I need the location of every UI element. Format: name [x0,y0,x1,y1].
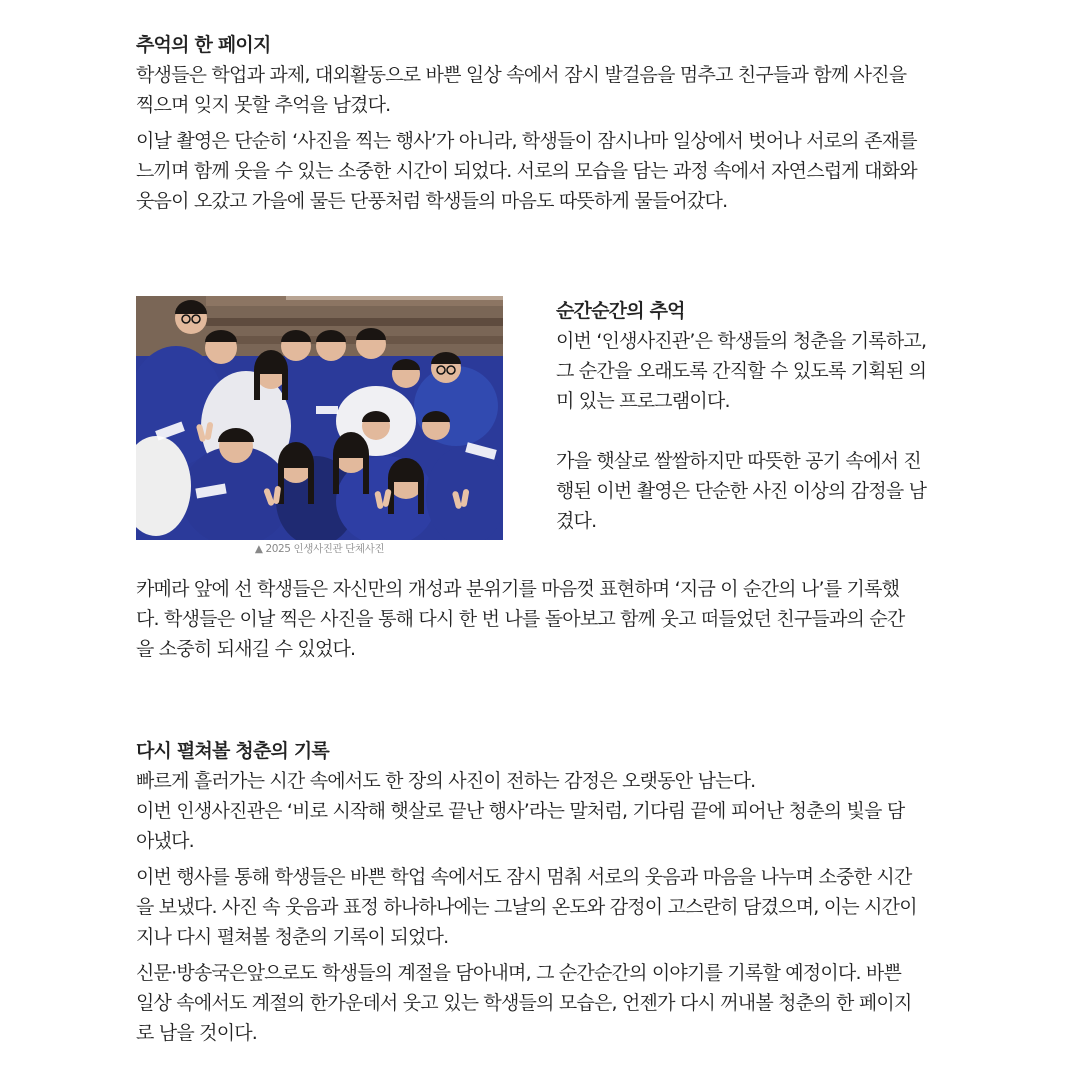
paragraph [136,766,944,856]
text-line: 아냈다. [136,830,194,852]
photo-caption: ▲ 2025 인생사진관 단체사진 [254,543,385,555]
text-line: 그 순간을 오래도록 간직할 수 있도록 기획된 의 [556,360,927,382]
section-memory-page [136,30,944,216]
section-moments [136,296,944,558]
text-line: 행된 이번 촬영은 단순한 사진 이상의 감정을 남 [556,480,927,502]
text-line: 카메라 앞에 선 학생들은 자신만의 개성과 분위기를 마음껏 표현하며 ‘지금 이 순간의 나’를 기록했 [136,578,900,600]
text-line: 학생들은 학업과 과제, 대외활동으로 바쁜 일상 속에서 잠시 발걸음을 멈추고 친구들과 함께 사진을 [136,64,907,86]
section-heading: 다시 펼쳐볼 청춘의 기록 [136,740,329,762]
side-text-block [556,296,946,536]
text-line: 로 남을 것이다. [136,1022,258,1044]
text-line: 가을 햇살로 쌀쌀하지만 따뜻한 공기 속에서 진 [556,450,921,472]
text-line: 이번 행사를 통해 학생들은 바쁜 학업 속에서도 잠시 멈춰 서로의 웃음과 마음을 나누며 소중한 시간 [136,866,912,888]
paragraph [556,446,946,536]
section-heading: 순간순간의 추억 [556,300,685,322]
text-line: 웃음이 오갔고 가을에 물든 단풍처럼 학생들의 마음도 따뜻하게 물들어갔다. [136,190,728,212]
paragraph [136,862,944,952]
text-line: 일상 속에서도 계절의 한가운데서 웃고 있는 학생들의 모습은, 언젠가 다시 꺼내볼 청춘의 한 페이지 [136,992,912,1014]
section-youth-record [136,736,944,1048]
text-line: 신문·방송국은앞으로도 학생들의 계절을 담아내며, 그 순간순간의 이야기를 기록할 예정이다. 바쁜 [136,962,902,984]
text-line: 지나 다시 펼쳐볼 청춘의 기록이 되었다. [136,926,449,948]
photo-figure [136,296,503,557]
section-heading: 추억의 한 페이지 [136,34,271,56]
text-line: 을 보냈다. 사진 속 웃음과 표정 하나하나에는 그날의 온도와 감정이 고스란히 담겼으며, 이는 시간이 [136,896,917,918]
group-photo [136,296,503,540]
paragraph [136,60,944,120]
section-camera [136,574,944,664]
text-line: 이날 촬영은 단순히 ‘사진을 찍는 행사’가 아니라, 학생들이 잠시나마 일상에서 벗어나 서로의 존재를 [136,130,917,152]
text-line: 이번 ‘인생사진관’은 학생들의 청춘을 기록하고, [556,330,927,352]
text-line: 느끼며 함께 웃을 수 있는 소중한 시간이 되었다. 서로의 모습을 담는 과정 속에서 자연스럽게 대화와 [136,160,917,182]
text-line: 이번 인생사진관은 ‘비로 시작해 햇살로 끝난 행사’라는 말처럼, 기다림 끝에 피어난 청춘의 빛을 담 [136,800,905,822]
paragraph [136,958,944,1048]
text-line: 미 있는 프로그램이다. [556,390,730,412]
text-line: 찍으며 잊지 못할 추억을 남겼다. [136,94,391,116]
group-photo-illustration [136,296,503,540]
text-line: 을 소중히 되새길 수 있었다. [136,638,356,660]
text-line: 다. 학생들은 이날 찍은 사진을 통해 다시 한 번 나를 돌아보고 함께 웃고 떠들었던 친구들과의 순간 [136,608,905,630]
paragraph [556,326,946,416]
text-line: 빠르게 흘러가는 시간 속에서도 한 장의 사진이 전하는 감정은 오랫동안 남는다. [136,770,756,792]
paragraph [136,574,944,664]
paragraph [136,126,944,216]
text-line: 겼다. [556,510,597,532]
